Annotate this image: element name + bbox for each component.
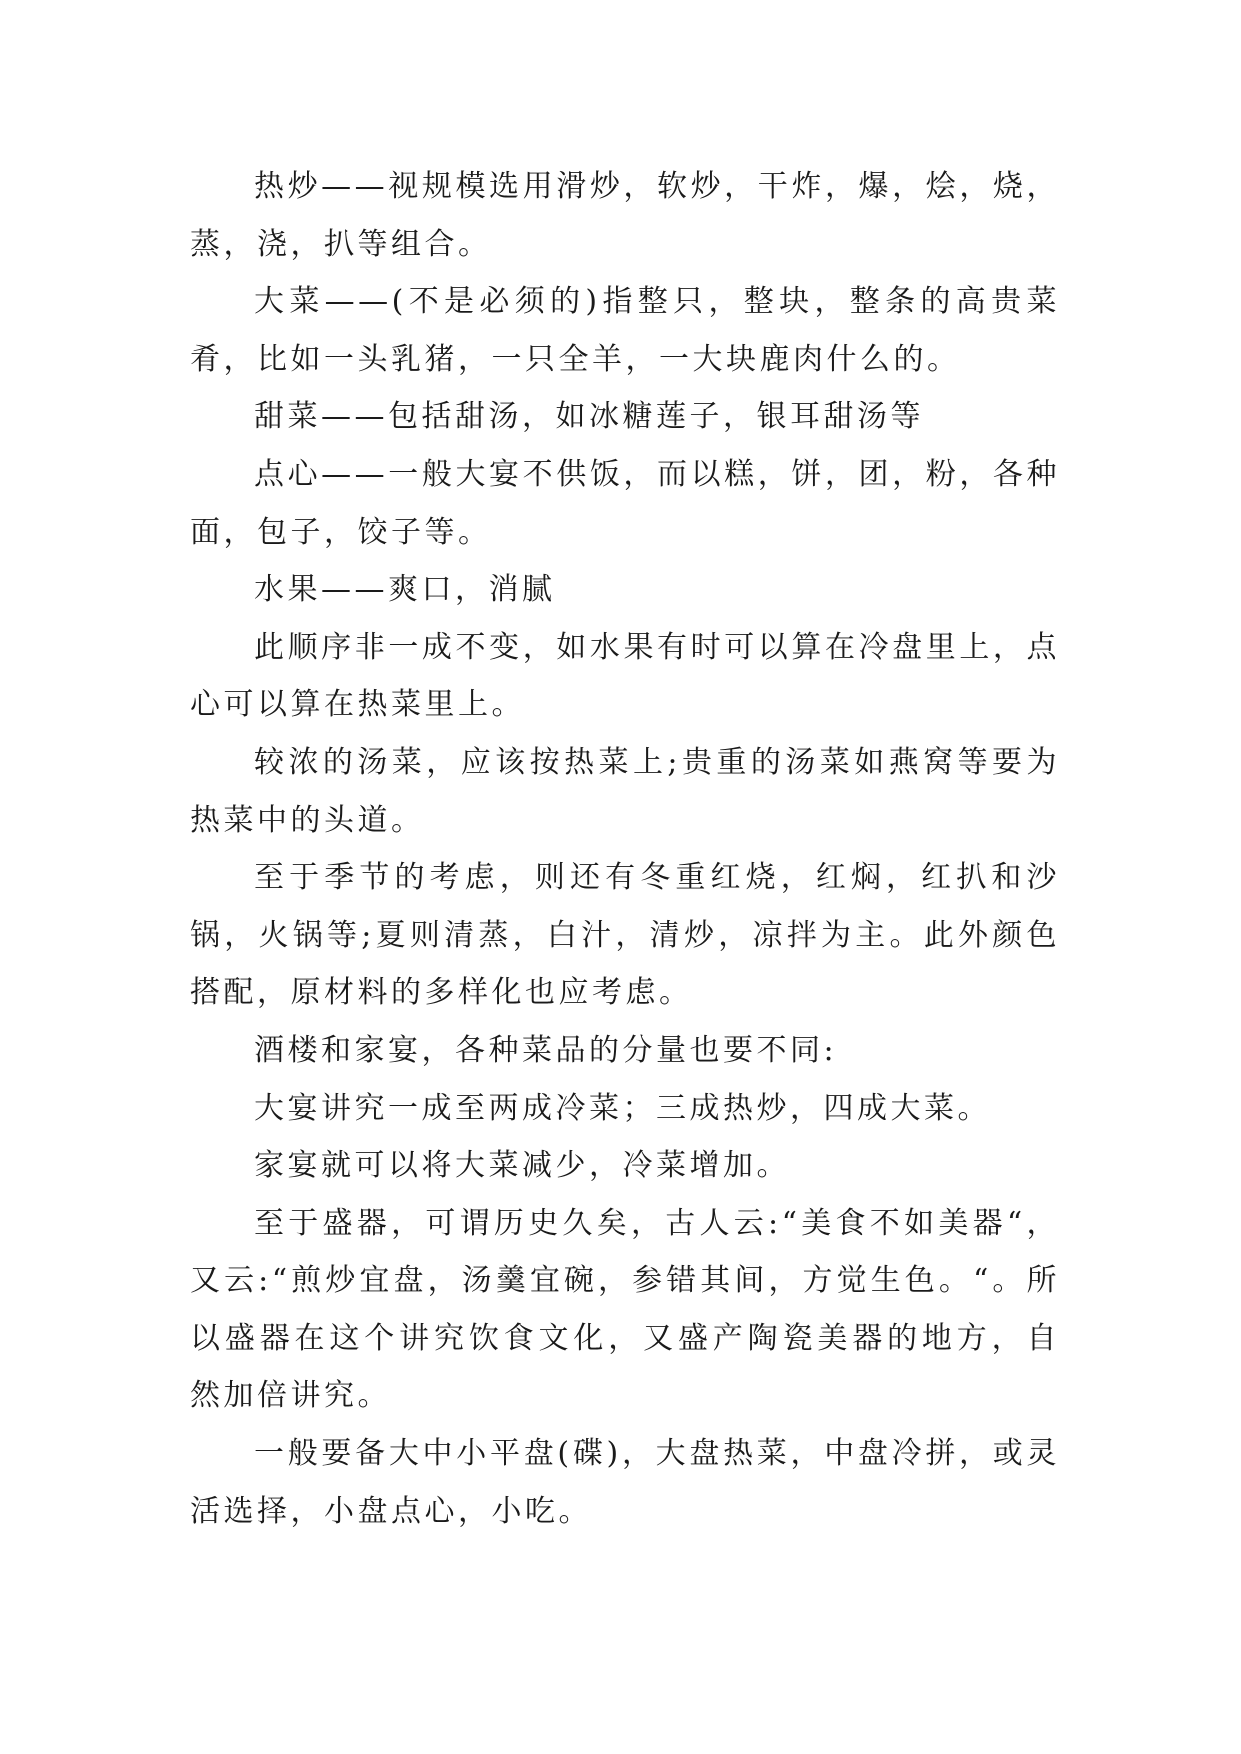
paragraph-order-note: 此顺序非一成不变，如水果有时可以算在冷盘里上，点心可以算在热菜里上。 [190,629,1060,723]
document-body [190,158,1060,1540]
paragraph-sweet-dish: 甜菜——包括甜汤，如冰糖莲子，银耳甜汤等 [254,399,924,435]
paragraph-fruit: 水果——爽口，消腻 [254,572,556,608]
paragraph-main-dish: 大菜——(不是必须的)指整只，整块，整条的高贵菜肴，比如一头乳猪，一只全羊，一大块鹿肉什么的。 [190,284,1060,377]
paragraph-plates: 一般要备大中小平盘(碟)，大盘热菜，中盘冷拼，或灵活选择，小盘点心，小吃。 [190,1436,1060,1529]
paragraph-portion-intro: 酒楼和家宴，各种菜品的分量也要不同: [254,1032,838,1068]
paragraph-tableware: 至于盛器，可谓历史久矣，古人云:“美食不如美器“，又云:“煎炒宜盘，汤羹宜碗，参错其间，方觉生色。“。所以盛器在这个讲究饮食文化，又盛产陶瓷美器的地方，自然加倍讲究。 [190,1205,1060,1414]
paragraph-season-note: 至于季节的考虑，则还有冬重红烧，红焖，红扒和沙锅，火锅等;夏则清蒸，白汁，清炒，凉拌为主。此外颜色搭配，原材料的多样化也应考虑。 [190,860,1060,1011]
paragraph-soup-note: 较浓的汤菜，应该按热菜上;贵重的汤菜如燕窝等要为热菜中的头道。 [190,744,1060,838]
paragraph-banquet-portion: 大宴讲究一成至两成冷菜；三成热炒，四成大菜。 [254,1090,991,1126]
paragraph-family-portion: 家宴就可以将大菜减少，冷菜增加。 [254,1148,790,1184]
paragraph-hot-stir-fry: 热炒——视规模选用滑炒，软炒，干炸，爆，烩，烧，蒸，浇，扒等组合。 [190,169,1060,262]
paragraph-dim-sum: 点心——一般大宴不供饭，而以糕，饼，团，粉，各种面，包子，饺子等。 [190,456,1060,550]
